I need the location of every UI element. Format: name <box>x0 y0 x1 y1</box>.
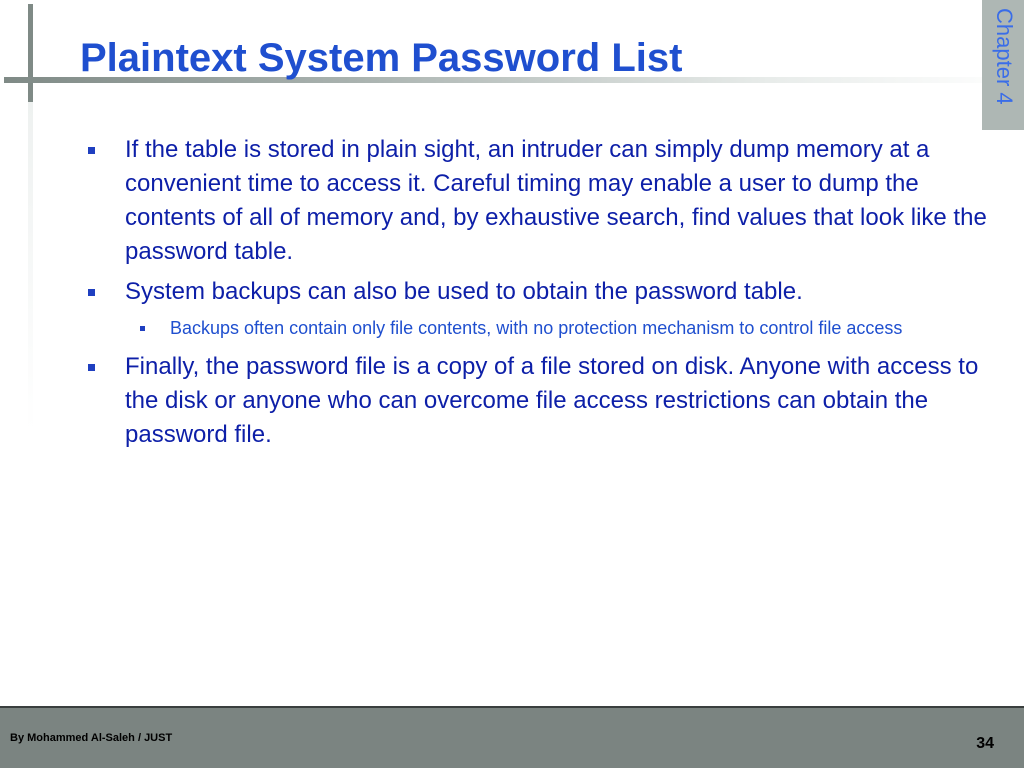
bullet-text: If the table is stored in plain sight, an intruder can simply dump memory at a convenient time to access it. Careful timing may enable a user to dump the contents of all of memory and, by exhaustive search, find values that look like the password table. <box>125 136 987 265</box>
chapter-label: Chapter 4 <box>992 8 1017 105</box>
sub-bullet-text: Backups often contain only file contents, with no protection mechanism to control file access <box>170 318 903 338</box>
slide-title: Plaintext System Password List <box>80 36 683 80</box>
bullet-item <box>88 133 993 269</box>
vertical-accent-fade <box>28 102 33 432</box>
footer-bar <box>0 706 1024 768</box>
sub-bullet-item <box>140 315 993 342</box>
bullet-square-icon <box>88 364 95 371</box>
chapter-tab <box>982 0 1024 130</box>
bullet-text: Finally, the password file is a copy of a file stored on disk. Anyone with access to the disk or anyone who can overcome file access restrictions can obtain the password file. <box>125 353 979 448</box>
sub-bullet-square-icon <box>140 326 145 331</box>
page-number: 34 <box>976 735 994 752</box>
bullet-text: System backups can also be used to obtain the password table. <box>125 278 803 305</box>
bullet-item <box>88 350 993 452</box>
bullet-square-icon <box>88 289 95 296</box>
footer-author: By Mohammed Al-Saleh / JUST <box>10 732 173 744</box>
bullet-item <box>88 275 993 309</box>
bullet-square-icon <box>88 147 95 154</box>
vertical-accent-line <box>28 4 33 102</box>
slide-content <box>88 133 993 458</box>
